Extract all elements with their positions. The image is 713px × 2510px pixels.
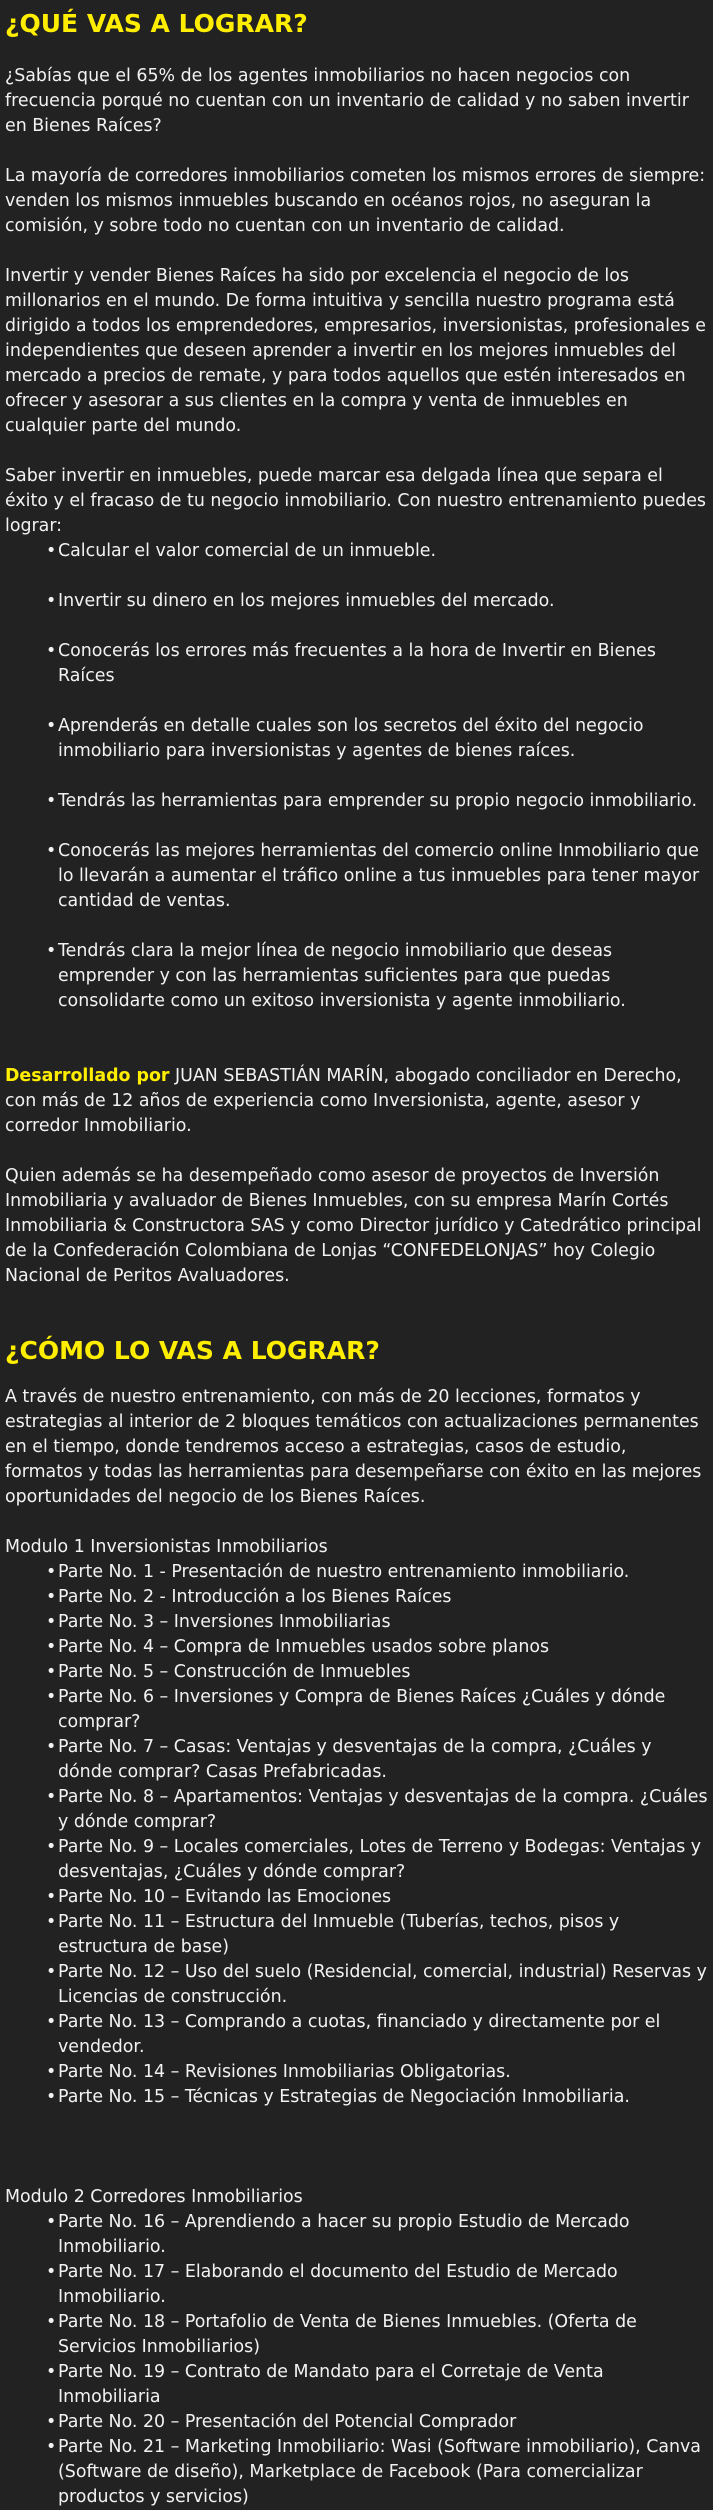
- list-item: • Conocerás los errores más frecuentes a la hora de Invertir en Bienes Raíces: [58, 639, 709, 689]
- list-item: • Parte No. 15 – Técnicas y Estrategias de Negociación Inmobiliaria.: [58, 2085, 709, 2110]
- list-item: • Conocerás las mejores herramientas del comercio online Inmobiliario que lo llevarán a aumentar el tráfico online a tus inmuebles para tener mayor cantidad de ventas.: [58, 839, 709, 914]
- list-item: • Parte No. 8 – Apartamentos: Ventajas y desventajas de la compra. ¿Cuáles y dónde comprar?: [58, 1785, 709, 1835]
- list-item: • Parte No. 19 – Contrato de Mandato para el Corretaje de Venta Inmobiliaria: [58, 2360, 709, 2410]
- investment-paragraph: Invertir y vender Bienes Raíces ha sido por excelencia el negocio de los millonarios en el mundo. De forma intuitiva y sencilla nuestro programa está dirigido a todos los emprendedores, empresarios, inversionistas, profesionales e independientes que deseen aprender a invertir en los mejores inmuebles del mercado a precios de remate, y para todos aquellos que estén interesados en ofrecer y asesorar a sus clientes en la compra y venta de inmuebles en cualquier parte del mundo.: [5, 266, 706, 436]
- list-item: • Parte No. 3 – Inversiones Inmobiliarias: [58, 1610, 709, 1635]
- list-item: • Parte No. 7 – Casas: Ventajas y desventajas de la compra, ¿Cuáles y dónde comprar? Casas Prefabricadas.: [58, 1735, 709, 1785]
- list-item: • Parte No. 21 – Marketing Inmobiliario: Wasi (Software inmobiliario), Canva (Software de diseño), Marketplace de Facebook (Para comercializar productos y servicios): [58, 2435, 709, 2510]
- list-item: • Parte No. 12 – Uso del suelo (Residencial, comercial, industrial) Reservas y Licencias de construcción.: [58, 1960, 709, 2010]
- list-item: • Tendrás las herramientas para emprender su propio negocio inmobiliario.: [58, 789, 709, 814]
- list-item: • Parte No. 11 – Estructura del Inmueble (Tuberías, techos, pisos y estructura de base): [58, 1910, 709, 1960]
- list-item: • Parte No. 18 – Portafolio de Venta de Bienes Inmuebles. (Oferta de Servicios Inmobiliarios): [58, 2310, 709, 2360]
- author-label: Desarrollado por: [5, 1066, 170, 1086]
- intro-paragraph: ¿Sabías que el 65% de los agentes inmobiliarios no hacen negocios con frecuencia porqué no cuentan con un inventario de calidad y no saben invertir en Bienes Raíces?: [5, 66, 689, 136]
- list-item: • Calcular el valor comercial de un inmueble.: [58, 539, 709, 564]
- list-item: • Parte No. 2 - Introducción a los Bienes Raíces: [58, 1585, 709, 1610]
- author-text: JUAN SEBASTIÁN MARÍN, abogado conciliador en Derecho, con más de 12 años de experiencia como Inversionista, agente, asesor y corredor Inmobiliario.: [5, 1066, 682, 1136]
- list-item: • Aprenderás en detalle cuales son los secretos del éxito del negocio inmobiliario para inversionistas y agentes de bienes raíces.: [58, 714, 709, 764]
- list-item: • Parte No. 13 – Comprando a cuotas, financiado y directamente por el vendedor.: [58, 2010, 709, 2060]
- module-1-list: [5, 1560, 709, 2110]
- list-item: • Parte No. 10 – Evitando las Emociones: [58, 1885, 709, 1910]
- list-item: • Parte No. 5 – Construcción de Inmuebles: [58, 1660, 709, 1685]
- module-2-list: [5, 2210, 709, 2510]
- author-background-paragraph: Quien además se ha desempeñado como asesor de proyectos de Inversión Inmobiliaria y avaluador de Bienes Inmuebles, con su empresa Marín Cortés Inmobiliaria & Constructora SAS y como Director jurídico y Catedrático principal de la Confederación Colombiana de Lonjas “CONFEDELONJAS” hoy Colegio Nacional de Peritos Avaluadores.: [5, 1166, 702, 1286]
- training-paragraph: A través de nuestro entrenamiento, con más de 20 lecciones, formatos y estrategias al interior de 2 bloques temáticos con actualizaciones permanentes en el tiempo, donde tendremos acceso a estrategias, casos de estudio, formatos y todas las herramientas para desempeñarse con éxito en las mejores oportunidades del negocio de los Bienes Raíces.: [5, 1387, 702, 1507]
- section-title-como-lo-vas-a-lograr: ¿CÓMO LO VAS A LOGRAR?: [5, 1336, 380, 1365]
- list-item: • Parte No. 17 – Elaborando el documento del Estudio de Mercado Inmobiliario.: [58, 2260, 709, 2310]
- list-item: • Parte No. 16 – Aprendiendo a hacer su propio Estudio de Mercado Inmobiliario.: [58, 2210, 709, 2260]
- author-paragraph: [5, 1064, 709, 1139]
- list-item: • Invertir su dinero en los mejores inmuebles del mercado.: [58, 589, 709, 614]
- list-item: • Parte No. 4 – Compra de Inmuebles usados sobre planos: [58, 1635, 709, 1660]
- list-item: • Parte No. 20 – Presentación del Potencial Comprador: [58, 2410, 709, 2435]
- achieve-intro-paragraph: Saber invertir en inmuebles, puede marcar esa delgada línea que separa el éxito y el fracaso de tu negocio inmobiliario. Con nuestro entrenamiento puedes lograr:: [5, 466, 706, 536]
- module-2-title: Modulo 2 Corredores Inmobiliarios: [5, 2187, 303, 2207]
- list-item: • Parte No. 9 – Locales comerciales, Lotes de Terreno y Bodegas: Ventajas y desventajas, ¿Cuáles y dónde comprar?: [58, 1835, 709, 1885]
- mistakes-paragraph: La mayoría de corredores inmobiliarios cometen los mismos errores de siempre: venden los mismos inmuebles buscando en océanos rojos, no aseguran la comisión, y sobre todo no cuentan con un inventario de calidad.: [5, 166, 706, 236]
- list-item: • Parte No. 6 – Inversiones y Compra de Bienes Raíces ¿Cuáles y dónde comprar?: [58, 1685, 709, 1735]
- list-item: • Parte No. 1 - Presentación de nuestro entrenamiento inmobiliario.: [58, 1560, 709, 1585]
- list-item: • Parte No. 14 – Revisiones Inmobiliarias Obligatorias.: [58, 2060, 709, 2085]
- benefits-list: [5, 539, 709, 1014]
- list-item: • Tendrás clara la mejor línea de negocio inmobiliario que deseas emprender y con las herramientas suficientes para que puedas consolidarte como un exitoso inversionista y agente inmobiliario.: [58, 939, 709, 1014]
- module-1-title: Modulo 1 Inversionistas Inmobiliarios: [5, 1537, 328, 1557]
- section-title-que-vas-a-lograr: ¿QUÉ VAS A LOGRAR?: [5, 9, 308, 38]
